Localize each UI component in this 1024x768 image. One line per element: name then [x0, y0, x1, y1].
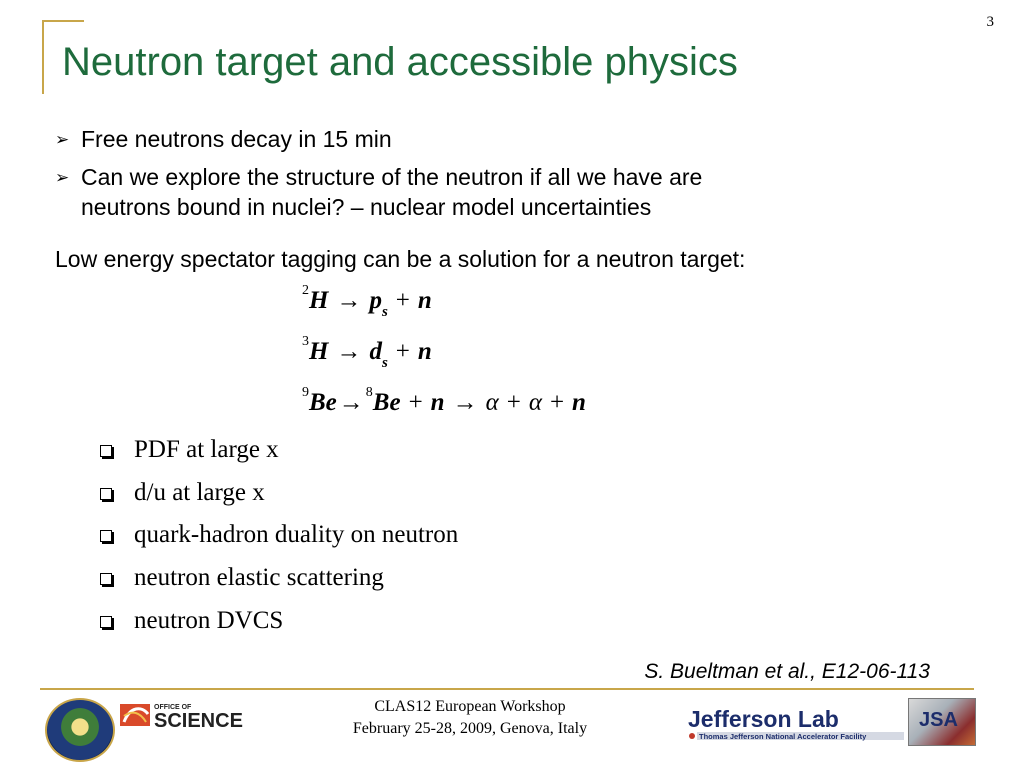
jsa-logo: [908, 698, 976, 746]
jlab-logo-text: Jefferson Lab: [688, 706, 839, 732]
jlab-logo-subtext: Thomas Jefferson National Accelerator Facility: [699, 732, 867, 741]
citation: S. Bueltman et al., E12-06-113: [644, 660, 930, 683]
jefferson-lab-logo: [686, 705, 906, 741]
square-bullet-icon: [100, 530, 112, 542]
square-bullet-icon: [100, 445, 112, 457]
footer-line-2: February 25-28, 2009, Genova, Italy: [352, 720, 588, 737]
jsa-logo-text: JSA: [919, 709, 958, 731]
square-bullet-icon: [100, 488, 112, 500]
intro-text: Low energy spectator tagging can be a solution for a neutron target:: [55, 246, 746, 272]
footer-line-1: CLAS12 European Workshop: [374, 698, 566, 715]
office-of-science-logo: [120, 700, 262, 730]
equation-beryllium: $^9$Be→ $^8$Be + n → α + α + n: [302, 385, 586, 416]
arrow-bullet-icon: ➢: [55, 130, 70, 149]
science-logo-small-text: OFFICE OF: [154, 704, 192, 711]
arrow-bullet-icon: ➢: [55, 168, 70, 187]
doe-seal-logo: [45, 698, 115, 762]
square-bullet-icon: [100, 573, 112, 585]
bullet-text: Can we explore the structure of the neutron if all we have are: [81, 164, 703, 190]
square-bullet-icon: [100, 616, 112, 628]
footer-text: [300, 696, 640, 740]
equation-deuteron: $^2H \to p_s + n$: [302, 283, 432, 320]
slide-number: 3: [986, 14, 994, 30]
footer-divider: [40, 688, 974, 690]
bullet-text: Free neutrons decay in 15 min: [81, 126, 392, 152]
equation-helium3: $^3H \to d_s + n$: [302, 334, 432, 371]
slide-title: Neutron target and accessible physics: [62, 40, 738, 84]
science-logo-text: SCIENCE: [154, 710, 243, 730]
bullet-text: neutrons bound in nuclei? – nuclear model uncertainties: [81, 194, 652, 220]
